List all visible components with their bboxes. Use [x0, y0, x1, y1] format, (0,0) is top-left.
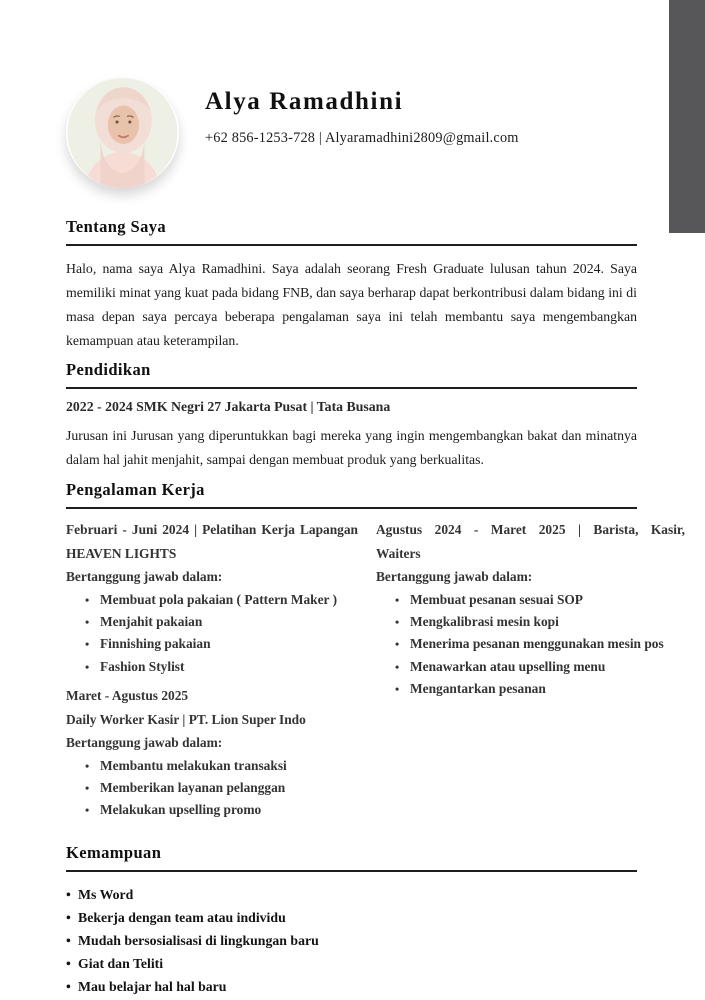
skill-item [66, 952, 637, 975]
job-bullet [66, 611, 358, 633]
bullet-icon: • [395, 682, 400, 697]
about-title: Tentang Saya [66, 217, 637, 246]
bullet-icon: • [85, 758, 90, 773]
job-bullet [66, 633, 358, 655]
job-bullet-text: Fashion Stylist [100, 658, 185, 674]
bullet-icon: • [85, 781, 90, 796]
bullet-icon: • [66, 932, 71, 948]
bullet-icon: • [66, 886, 71, 902]
job-bullet-text: Mengkalibrasi mesin kopi [410, 613, 559, 629]
experience-columns [66, 518, 685, 822]
job-org: Waiters [376, 545, 421, 561]
accent-bar [669, 0, 705, 233]
bullet-icon: • [66, 909, 71, 925]
job-bullet [376, 633, 685, 655]
section-experience [66, 480, 685, 822]
job-bullet [66, 799, 358, 821]
job-period: Februari - Juni 2024 | Pelatihan Kerja Lapangan [66, 522, 358, 537]
experience-job-1 [66, 518, 358, 678]
experience-title: Pengalaman Kerja [66, 480, 637, 509]
experience-column-left [66, 518, 358, 822]
skill-text: Giat dan Teliti [78, 955, 164, 971]
skill-text: Bekerja dengan team atau individu [78, 909, 286, 925]
job-org: Daily Worker Kasir | PT. Lion Super Indo [66, 711, 306, 727]
experience-job-2 [66, 684, 358, 822]
experience-column-right [376, 518, 685, 822]
job-bullet-list [66, 589, 358, 679]
bullet-icon: • [395, 614, 400, 629]
job-period: Maret - Agustus 2025 [66, 688, 189, 704]
bullet-icon: • [66, 978, 71, 994]
skill-text: Ms Word [78, 886, 134, 902]
section-skills [66, 843, 637, 998]
job-bullet [66, 656, 358, 678]
person-name: Alya Ramadhini [205, 88, 404, 115]
skill-item [66, 883, 637, 906]
resume-content [66, 78, 685, 998]
job-bullet-text: Membantu melakukan transaksi [100, 757, 287, 773]
contact-line: +62 856-1253-728 | Alyaramadhini2809@gmail.com [205, 130, 519, 146]
skill-item [66, 929, 637, 952]
job-bullet-text: Membuat pesanan sesuai SOP [410, 591, 583, 607]
job-bullet [376, 589, 685, 611]
skills-title: Kemampuan [66, 843, 637, 872]
job-period: Agustus 2024 - Maret 2025 | Barista, Kasir, [376, 522, 685, 537]
section-education [66, 360, 637, 472]
profile-photo [66, 78, 179, 188]
skill-item [66, 906, 637, 929]
education-title: Pendidikan [66, 360, 637, 389]
job-bullet-list [376, 589, 685, 701]
job-bullet [66, 589, 358, 611]
job-responsibilities-label: Bertanggung jawab dalam: [376, 569, 533, 584]
job-bullet [66, 755, 358, 777]
job-bullet-text: Finnishing pakaian [100, 636, 211, 652]
education-body: Jurusan ini Jurusan yang diperuntukkan bagi mereka yang ingin mengembangkan bakat dan minatnya dalam hal jahit menjahit, sampai dengan membuat produk yang berkualitas. [66, 428, 637, 467]
job-org: HEAVEN LIGHTS [66, 545, 177, 561]
job-bullet-list [66, 755, 358, 822]
header-text [205, 78, 519, 147]
bullet-icon: • [85, 614, 90, 629]
bullet-icon: • [85, 592, 90, 607]
job-responsibilities-label: Bertanggung jawab dalam: [66, 569, 223, 584]
job-bullet [376, 611, 685, 633]
job-bullet-text: Memberikan layanan pelanggan [100, 780, 286, 796]
bullet-icon: • [85, 803, 90, 818]
job-bullet-text: Menjahit pakaian [100, 613, 203, 629]
bullet-icon: • [395, 637, 400, 652]
job-bullet [376, 678, 685, 700]
header [66, 78, 637, 192]
skills-list [66, 883, 637, 998]
skill-text: Mudah bersosialisasi di lingkungan baru [78, 932, 319, 948]
profile-photo-illustration [66, 78, 179, 188]
job-bullet-text: Membuat pola pakaian ( Pattern Maker ) [100, 591, 338, 607]
job-bullet [376, 656, 685, 678]
bullet-icon: • [395, 592, 400, 607]
job-bullet-text: Melakukan upselling promo [100, 802, 262, 818]
bullet-icon: • [395, 659, 400, 674]
education-period-school: 2022 - 2024 SMK Negri 27 Jakarta Pusat | Tata Busana [66, 399, 391, 414]
job-responsibilities-label: Bertanggung jawab dalam: [66, 735, 223, 751]
job-bullet [66, 777, 358, 799]
about-body: Halo, nama saya Alya Ramadhini. Saya adalah seorang Fresh Graduate lulusan tahun 2024. Saya memiliki minat yang kuat pada bidang FNB, dan saya berharap dapat berkontribusi dalam bidang ini di masa depan saya percaya beberapa pengalaman saya ini telah membantu saya mengembangkan kemampuan atau keterampilan. [66, 261, 637, 348]
job-bullet-text: Menawarkan atau upselling menu [410, 658, 606, 674]
skill-text: Mau belajar hal hal baru [78, 978, 227, 994]
bullet-icon: • [85, 637, 90, 652]
section-about [66, 217, 637, 353]
job-bullet-text: Menerima pesanan menggunakan mesin pos [410, 636, 664, 652]
experience-job-3 [376, 518, 685, 701]
skill-item [66, 975, 637, 998]
bullet-icon: • [85, 659, 90, 674]
job-bullet-text: Mengantarkan pesanan [410, 681, 546, 697]
bullet-icon: • [66, 955, 71, 971]
